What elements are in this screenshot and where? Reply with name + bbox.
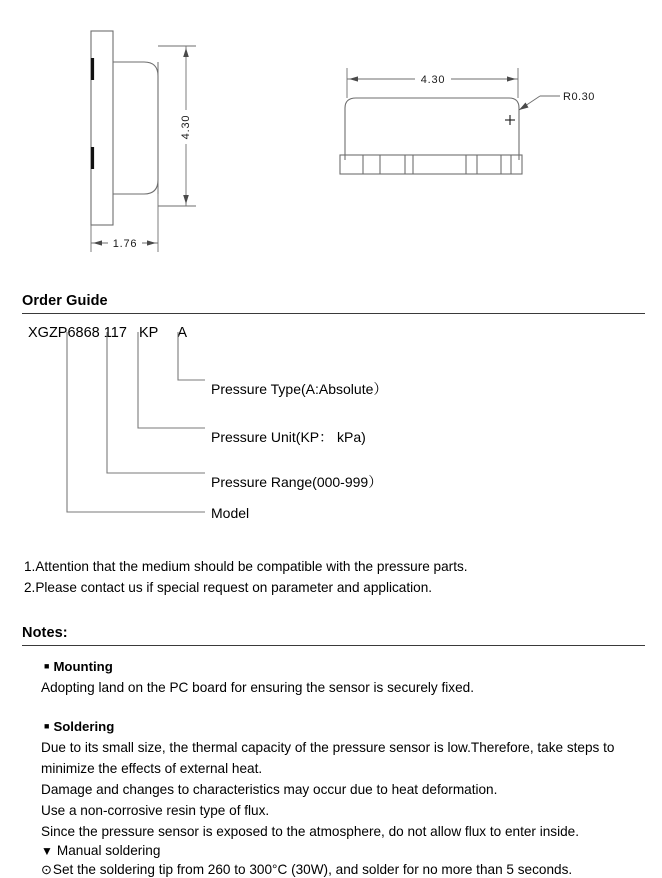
order-guide-label-pressure-unit: Pressure Unit(KP： kPa) <box>211 429 366 445</box>
manual-soldering-text: Manual soldering <box>56 843 161 858</box>
order-note-2: 2.Please contact us if special request on parameter and application. <box>24 580 433 595</box>
radius-callout-label: R0.30 <box>563 90 595 103</box>
notes-heading: Notes: <box>22 625 68 641</box>
radius-leader-arrow <box>519 103 529 111</box>
soldering-line-4: Use a non-corrosive resin type of flux. <box>41 803 270 818</box>
order-guide-part-number: XGZP6868 117 KP A <box>28 325 188 341</box>
soldering-title-text: Soldering <box>53 719 115 734</box>
order-guide-diagram <box>0 318 662 533</box>
triangle-down-icon: ▼ <box>41 844 53 858</box>
notes-rule <box>22 645 645 646</box>
mounting-line-1: Adopting land on the PC board for ensuring the sensor is securely fixed. <box>41 680 474 695</box>
soldering-line-3: Damage and changes to characteristics may occur due to heat deformation. <box>41 782 498 797</box>
soldering-line-2: minimize the effects of external heat. <box>41 761 263 776</box>
soldering-line-5: Since the pressure sensor is exposed to the atmosphere, do not allow flux to enter inside. <box>41 824 580 839</box>
order-guide-label-pressure-type: Pressure Type(A:Absolute） <box>211 381 388 397</box>
circle-dot-icon: ⊙ <box>41 862 52 877</box>
order-guide-label-model: Model <box>211 505 250 521</box>
center-mark <box>505 115 515 125</box>
order-note-1: 1.Attention that the medium should be compatible with the pressure parts. <box>24 559 468 574</box>
order-guide-label-pressure-range: Pressure Range(000-999） <box>211 474 383 490</box>
front-view-geometry <box>340 98 522 174</box>
square-bullet-icon: ■ <box>44 721 50 731</box>
manual-soldering-subheading <box>41 843 160 858</box>
order-guide-rule <box>22 313 645 314</box>
order-guide-leader-lines <box>0 318 662 533</box>
side-view-geometry <box>91 31 158 225</box>
side-view-width-label: 1.76 <box>112 237 138 250</box>
technical-drawings <box>0 0 662 285</box>
front-view-width-label: 4.30 <box>420 73 446 86</box>
square-bullet-icon: ■ <box>44 661 50 671</box>
manual-soldering-detail-1 <box>41 862 572 878</box>
note-section-mounting-title <box>44 659 113 674</box>
manual-soldering-detail-text: Set the soldering tip from 260 to 300°C (30W), and solder for no more than 5 seconds. <box>52 862 573 877</box>
note-section-soldering-title <box>44 719 114 734</box>
drawings-canvas <box>0 0 662 285</box>
mounting-title-text: Mounting <box>53 659 113 674</box>
side-view-height-label: 4.30 <box>179 114 192 140</box>
soldering-line-1: Due to its small size, the thermal capacity of the pressure sensor is low.Therefore, take steps to <box>41 740 615 755</box>
order-guide-heading: Order Guide <box>22 293 108 309</box>
